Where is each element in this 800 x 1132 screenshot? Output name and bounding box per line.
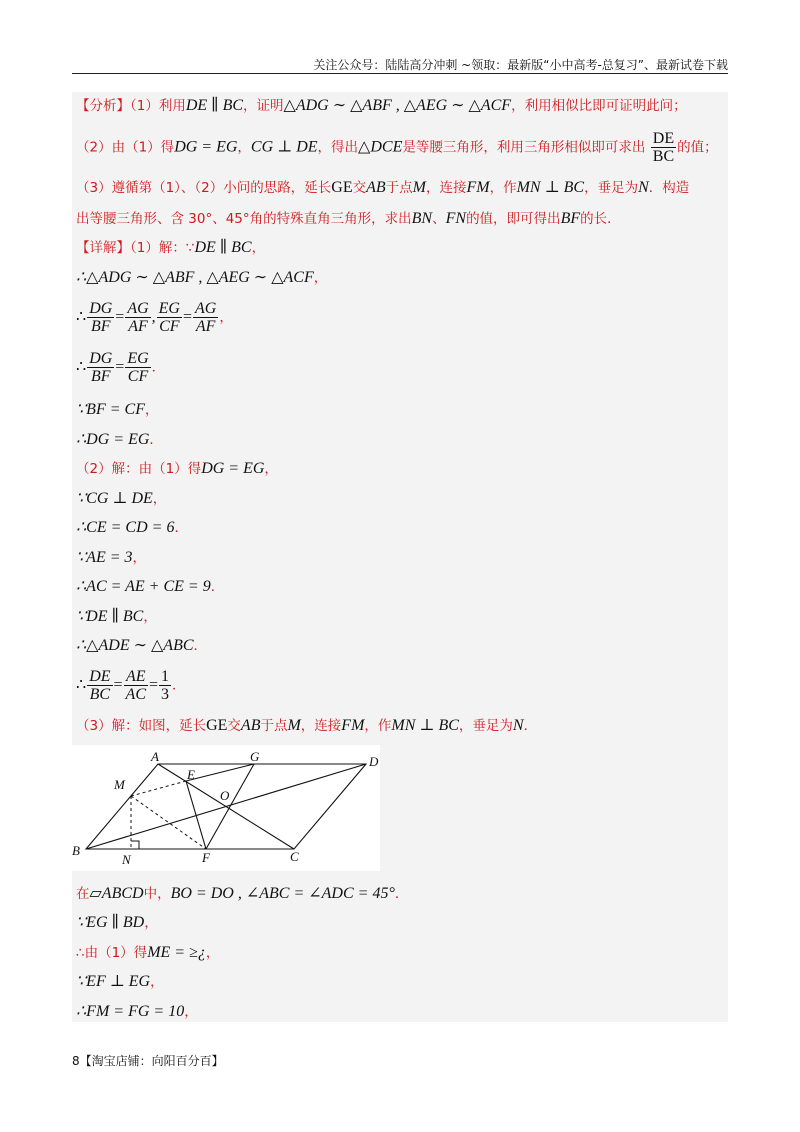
- fraction: [124, 668, 148, 703]
- math: ∵EF ⊥ EG: [76, 973, 151, 990]
- therefore: ∴: [76, 676, 87, 694]
- numerator: DG: [89, 350, 113, 367]
- math: FM: [341, 717, 365, 734]
- math: BO = DO , ∠ABC = ∠ADC = 45°: [170, 885, 395, 902]
- math: N: [638, 179, 649, 196]
- label-c: C: [290, 849, 299, 864]
- math: GE: [206, 717, 228, 734]
- equals: =: [115, 358, 125, 376]
- text: （3）遵循第（1）、（2）小问的思路，延长: [76, 180, 332, 196]
- solution-content: [72, 92, 728, 1022]
- math: ∵BF = CF: [76, 401, 145, 418]
- detail-line-19: [76, 972, 164, 992]
- analysis-line-1: [76, 96, 687, 116]
- fraction: [159, 668, 171, 703]
- denominator: BC: [89, 686, 111, 703]
- fraction-de-bc: [651, 130, 676, 165]
- math: ME = ≥¿: [147, 944, 206, 961]
- dashed-mf: [131, 796, 206, 849]
- label-m: M: [114, 777, 125, 792]
- text: 于点: [260, 718, 288, 734]
- numerator: AG: [195, 300, 217, 317]
- fraction: [193, 300, 218, 335]
- text: ．: [193, 638, 208, 654]
- text: （1）解：∵: [130, 240, 195, 256]
- denominator: AF: [195, 318, 216, 335]
- text: ，利用相似比即可证明此问；: [511, 98, 687, 114]
- detail-tag: 【详解】: [76, 240, 130, 256]
- label-b: B: [72, 843, 80, 858]
- math: FN: [445, 210, 467, 227]
- label-g: G: [250, 749, 260, 764]
- detail-line-13: [76, 636, 207, 656]
- numerator: AE: [124, 668, 148, 686]
- text: ．: [174, 520, 188, 536]
- text: ，: [144, 915, 158, 931]
- text: （1）利用: [130, 98, 186, 114]
- text: （2）解：由（1）得: [76, 461, 202, 477]
- denominator: AF: [128, 318, 148, 335]
- label-n: N: [122, 852, 131, 867]
- numerator: DE: [651, 130, 676, 148]
- denominator: BF: [90, 318, 111, 335]
- detail-line-3: [76, 300, 233, 335]
- detail-line-12: [76, 607, 157, 627]
- math: ∵DE ∥ BC: [76, 608, 144, 625]
- equals: =: [113, 676, 123, 694]
- text: ，: [251, 240, 266, 256]
- math: M: [412, 179, 426, 196]
- text: ，: [205, 945, 220, 961]
- math: ∴△ADE ∼ △ABC: [76, 637, 194, 654]
- denominator: CF: [127, 368, 149, 385]
- text: ，连接: [425, 180, 467, 196]
- therefore: ∴: [76, 308, 87, 326]
- detail-line-4: [76, 350, 165, 385]
- detail-line-9: [76, 518, 188, 538]
- numerator: 1: [161, 668, 170, 685]
- text: ，: [264, 461, 278, 477]
- numerator: AG: [127, 300, 149, 317]
- parallelogram-diagram: [72, 745, 380, 871]
- detail-line-20: [76, 1002, 198, 1022]
- comma: ,: [151, 308, 156, 326]
- math: MN ⊥ BC: [516, 179, 585, 196]
- numerator: EG: [158, 300, 180, 317]
- text: ，: [184, 1004, 198, 1020]
- text: 在: [76, 886, 90, 902]
- text: ．: [151, 359, 166, 376]
- segment-eg: [186, 764, 254, 781]
- therefore: ∴: [76, 358, 87, 376]
- analysis-line-4: [76, 209, 621, 229]
- denominator: BC: [652, 148, 675, 165]
- fraction: [125, 300, 150, 335]
- text: ，: [150, 974, 164, 990]
- page-footer: 8【淘宝店铺：向阳百分百】: [72, 1054, 224, 1068]
- text: ，: [143, 609, 157, 625]
- fraction: [87, 668, 112, 703]
- geometry-figure: [72, 745, 380, 871]
- right-angle-mark: [131, 841, 139, 849]
- math: M: [287, 717, 301, 734]
- math: FM: [466, 179, 490, 196]
- numerator: DG: [89, 300, 113, 317]
- text: 出等腰三角形、含 30°、45°角的特殊直角三角形，求出: [76, 211, 412, 227]
- analysis-line-2: [76, 130, 718, 165]
- math: DE ∥ BC: [185, 97, 244, 114]
- equals: =: [115, 308, 125, 326]
- detail-line-10: [76, 548, 146, 568]
- math: N: [512, 717, 524, 734]
- fraction: [125, 350, 150, 385]
- math: AB: [366, 179, 386, 196]
- detail-line-17: [76, 913, 158, 933]
- detail-line-11: [76, 577, 224, 597]
- math: AB: [240, 717, 261, 734]
- text: ∴由（1）得: [76, 945, 148, 961]
- math: GE: [331, 179, 353, 196]
- text: ．: [149, 432, 163, 448]
- text: 是等腰三角形，利用三角形相似即可求出: [402, 139, 646, 156]
- fraction: [87, 300, 114, 335]
- detail-line-18: [76, 943, 219, 963]
- text: 、: [432, 211, 446, 227]
- math: MN ⊥ BC: [391, 717, 459, 734]
- analysis-tag: 【分析】: [76, 98, 130, 114]
- text: ，: [237, 139, 251, 156]
- text: ，垂足为: [584, 180, 639, 196]
- equals: =: [182, 308, 193, 326]
- numerator: DE: [89, 668, 111, 685]
- math: ∵EG ∥ BD: [76, 914, 145, 931]
- math: ∵AE = 3: [76, 549, 133, 566]
- numerator: EG: [127, 350, 149, 367]
- text: ．: [210, 579, 225, 595]
- text: ，: [144, 402, 159, 418]
- math: BN: [411, 210, 433, 227]
- text: ．: [523, 718, 538, 734]
- label-d: D: [369, 754, 379, 769]
- math: ∴DG = EG: [76, 431, 150, 448]
- text: ，连接: [300, 718, 342, 734]
- text: ．: [172, 677, 186, 694]
- denominator: 3: [161, 686, 170, 703]
- math: ∴CE = CD = 6: [76, 519, 175, 536]
- text: 的值；: [677, 139, 718, 156]
- text: ，得出: [317, 139, 359, 156]
- text: 交: [352, 180, 367, 196]
- segment-ef: [186, 781, 206, 849]
- text: ，: [313, 270, 328, 286]
- text: ，: [219, 309, 233, 326]
- denominator: CF: [159, 318, 180, 335]
- denominator: AC: [125, 686, 146, 703]
- text: 于点: [385, 180, 413, 196]
- math: DG = EG: [201, 460, 265, 477]
- text: ，: [132, 550, 147, 566]
- math: ∴AC = AE + CE = 9: [76, 578, 211, 595]
- math: △ADG ∼ △ABF , △AEG ∼ △ACF: [283, 97, 512, 114]
- label-f: F: [202, 850, 210, 865]
- math: BF: [560, 210, 581, 227]
- diagonal-ac: [158, 764, 294, 849]
- label-e: E: [187, 767, 195, 782]
- detail-line-1: [76, 238, 265, 258]
- header-divider: [72, 73, 728, 74]
- detail-line-7: [76, 459, 278, 479]
- text: ，作: [489, 180, 517, 196]
- detail-line-2: [76, 268, 327, 288]
- text: ，: [152, 491, 167, 507]
- fraction: [157, 300, 182, 335]
- denominator: BF: [90, 368, 111, 385]
- text: 交: [227, 718, 241, 734]
- detail-line-5: [76, 400, 158, 420]
- detail-line-14: [76, 668, 186, 703]
- text: 的值，即可得出: [466, 211, 561, 227]
- segment-gf: [206, 764, 254, 849]
- text: ，作: [364, 718, 392, 734]
- math: ∵CG ⊥ DE: [76, 490, 153, 507]
- math: ∴FM = FG = 10: [76, 1003, 185, 1020]
- detail-line-6: [76, 430, 163, 450]
- detail-line-16: [76, 884, 408, 904]
- text: （2）由（1）得: [76, 139, 175, 156]
- math: DE ∥ BC: [194, 239, 252, 256]
- text: 的长．: [580, 211, 621, 227]
- detail-line-15: [76, 716, 537, 736]
- text: 中，: [143, 886, 171, 902]
- math: ∴△ADG ∼ △ABF , △AEG ∼ △ACF: [76, 269, 314, 286]
- page-header: 关注公众号：陆陆高分冲刺 ~领取：最新版“小中高考-总复习”、最新试卷下载: [313, 58, 728, 72]
- math: DG = EG: [174, 138, 238, 156]
- text: ，证明: [243, 98, 284, 114]
- label-o: O: [220, 788, 230, 803]
- math: ▱ABCD: [89, 885, 144, 902]
- text: ．: [394, 886, 409, 902]
- dashed-me: [131, 781, 186, 796]
- math: △DCE: [358, 138, 403, 156]
- math: CG ⊥ DE: [250, 138, 318, 156]
- label-a: A: [151, 749, 159, 764]
- text: （3）解：如图，延长: [76, 718, 207, 734]
- analysis-line-3: [76, 178, 689, 198]
- equals: =: [149, 676, 159, 694]
- text: ，垂足为: [458, 718, 513, 734]
- detail-line-8: [76, 489, 166, 509]
- fraction: [87, 350, 114, 385]
- text: ．构造: [648, 180, 690, 196]
